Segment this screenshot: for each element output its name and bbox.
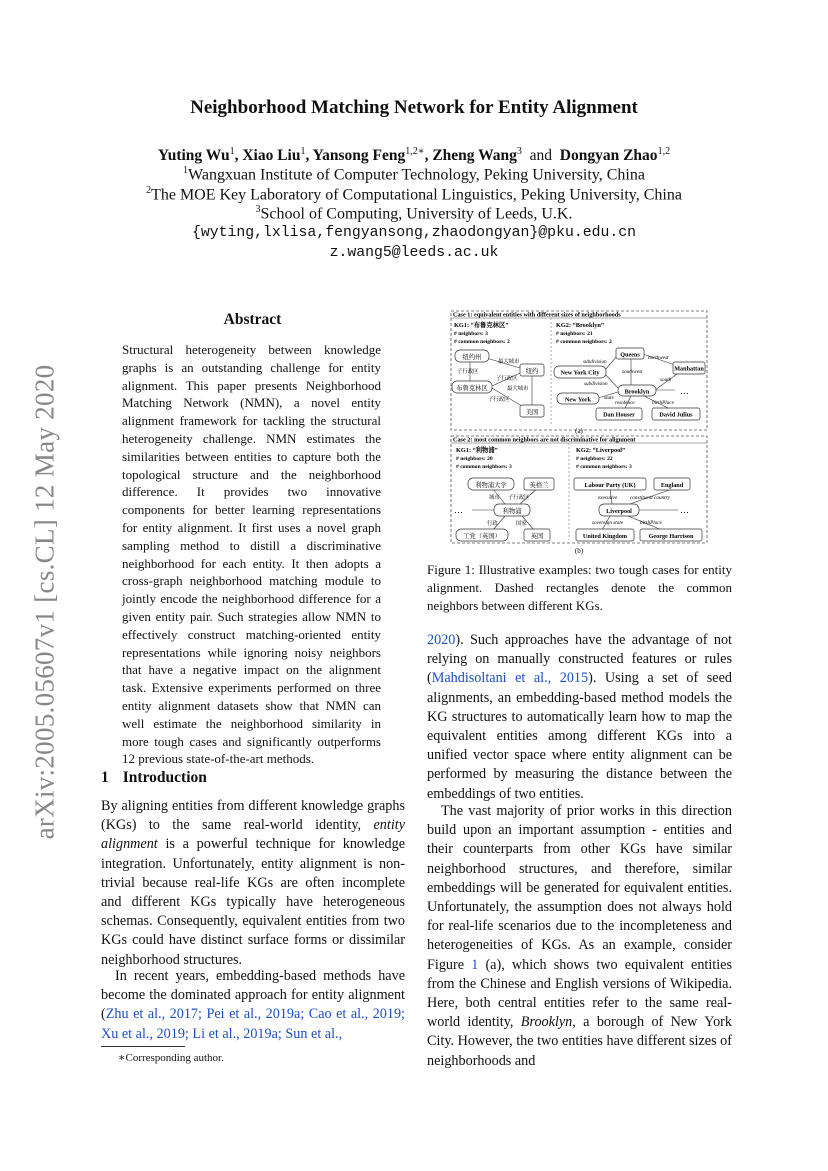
node-label: 纽约州 xyxy=(462,354,482,361)
case1-title: Case 1: equivalent entities with different sizes of neighborhoods xyxy=(453,311,621,319)
intro-paragraph-4 xyxy=(427,802,732,1071)
edge-label: 最大城市 xyxy=(498,359,520,365)
affiliation xyxy=(0,185,828,204)
case1-kg2-common: # common neighbors: 2 xyxy=(556,339,612,345)
edge-label: executive xyxy=(598,495,618,501)
node-label: 英国 xyxy=(530,533,544,540)
section-title: Introduction xyxy=(122,769,207,786)
text-run: ). Using a set of seed alignments, an embedding-based method models the KG structures to automatically learn how to map the equivalent entities among different KGs into a unified vector space where entity alignment can be performed by measuring the distance between the embeddings of two entities. xyxy=(427,670,732,802)
node-label: Brooklyn xyxy=(624,388,650,396)
node-label: 利物浦大学 xyxy=(475,482,507,489)
affiliation-sup: 3 xyxy=(255,204,261,215)
case2-kg2-neighbors: # neighbors: 22 xyxy=(576,456,613,462)
case2-kg1-common: # common neighbors: 3 xyxy=(456,464,512,470)
citation-link[interactable]: Zhu et al., 2017; Pei et al., 2019a; Cao et al., 2019; Xu et al., 2019; Li et al., 2019a; Sun et al., xyxy=(101,1006,405,1042)
author-name: Xiao Liu xyxy=(242,147,301,165)
paper-title: Neighborhood Matching Network for Entity Alignment xyxy=(190,97,638,118)
affiliation-sup: 2 xyxy=(146,185,152,196)
edge-label: 子行政区 xyxy=(488,397,510,403)
abstract-text: Structural heterogeneity between knowledge graphs is an outstanding challenge for entity alignment. This paper presents Neighborhood Matching Network (NMN), a novel entity alignment framework for tackling the structural heterogeneity challenge. NMN estimates the similarities between entities to capture both the topological structure and the neighborhood difference. It provides two innovative components for better learning representations for entity alignment. It first uses a novel graph sampling method to distill a discriminative neighborhood for each entity. It then adopts a cross-graph neighborhood matching module to jointly encode the neighborhood difference for a given entity pair. Such strategies allow NMN to effectively construct matching-oriented entity representations while ignoring noisy neighbors that have a negative impact on the alignment task. Extensive experiments performed on three entity alignment datasets show that NMN can well estimate the neighborhood similarity in more tough cases and significantly outperforms 12 previous state-of-the-art methods. xyxy=(122,342,381,767)
author-name: Dongyan Zhao xyxy=(559,147,658,165)
more-neighbors-ellipsis: … xyxy=(680,505,689,515)
edge-label: sovereign state xyxy=(592,520,624,526)
citation-link[interactable]: Mahdisoltani et al., 2015 xyxy=(431,670,589,687)
author-sup: 1 xyxy=(229,146,235,157)
author-separator: , xyxy=(305,147,313,165)
author-sup: 3 xyxy=(516,146,522,157)
email-line: {wyting,lxlisa,fengyansong,zhaodongyan}@pku.edu.cn xyxy=(192,225,636,241)
edge-label: northwest xyxy=(648,355,669,361)
node-label: Manhattan xyxy=(674,365,704,373)
edge-label: 城市 xyxy=(489,495,500,501)
author-list xyxy=(0,146,828,165)
abstract-heading: Abstract xyxy=(223,311,282,328)
figure-1-diagram xyxy=(450,310,708,560)
node-label: 利物浦 xyxy=(502,508,522,515)
edge-label: south xyxy=(660,377,672,383)
case1-kg1-common: # common neighbors: 2 xyxy=(454,339,510,345)
subfigure-label: (a) xyxy=(575,427,583,435)
more-neighbors-ellipsis: … xyxy=(454,505,463,515)
edge-label: 行政 xyxy=(487,521,498,527)
edge-label: subdivision xyxy=(583,359,607,365)
emphasis: Brooklyn xyxy=(520,1014,573,1031)
figure-caption: Figure 1: Illustrative examples: two tough cases for entity alignment. Dashed rectangles denote the common neighbors between different KGs. xyxy=(427,562,732,613)
case2-kg2-common: # common neighbors: 3 xyxy=(576,464,632,470)
text-run: , a borough of New York City. However, the two entities have different sizes of neighborhoods and xyxy=(427,1014,732,1069)
node-label: New York xyxy=(564,396,592,404)
edge-label: residence xyxy=(615,400,635,406)
author-name: Yuting Wu xyxy=(157,147,230,165)
edge-label: state xyxy=(604,395,614,401)
author-name: Yansong Feng xyxy=(312,147,406,165)
affiliation-text: Wangxuan Institute of Computer Technology, Peking University, China xyxy=(188,166,645,184)
author-sup: 1,2 xyxy=(657,146,671,157)
affiliation xyxy=(0,165,828,184)
case2-kg1-neighbors: # neighbors: 20 xyxy=(456,456,493,462)
node-label: Liverpool xyxy=(606,508,632,515)
case1-kg2-title: KG2: “Brooklyn” xyxy=(556,322,604,329)
edge-label: constituent country xyxy=(630,495,670,501)
footnote: ∗Corresponding author. xyxy=(118,1052,224,1064)
author-sup: 1,2∗ xyxy=(405,146,425,157)
node-label: New York City xyxy=(560,369,600,377)
affiliation-sup: 1 xyxy=(183,165,189,176)
edge-label: 子行政区 xyxy=(457,369,479,375)
node-label: 英格兰 xyxy=(529,482,549,489)
case2-kg1-title: KG1: “利物浦” xyxy=(456,447,498,454)
node-label: Dan Houser xyxy=(603,411,635,419)
affiliation-text: School of Computing, University of Leeds, U.K. xyxy=(260,205,573,223)
section-number: 1 xyxy=(101,769,109,786)
case2-title: Case 2: most common neighbors are not discriminative for alignment xyxy=(453,436,636,444)
edge-label: 子行政区 xyxy=(508,495,530,501)
intro-paragraph-2 xyxy=(101,967,405,1044)
node-label: 工党（英国） xyxy=(463,533,501,540)
edge-label: southwest xyxy=(622,369,643,375)
affiliation-text: The MOE Key Laboratory of Computational Linguistics, Peking University, China xyxy=(151,186,682,204)
case2-kg2-title: KG2: “Liverpool” xyxy=(576,447,626,454)
citation-link[interactable]: 2020 xyxy=(427,632,456,648)
author-sup: 1 xyxy=(300,146,306,157)
text-run: The vast majority of prior works in this direction build upon an important assumption - entities and their counterparts from other KGs have similar neighborhood structures, and therefore, similar embeddings will be generated for equivalent entities. Unfortunately, the assumption does not always hold for real-life scenarios due to the incompleteness and heterogeneities of KGs. As an example, consider Figure xyxy=(427,803,732,973)
node-label: 纽约 xyxy=(525,368,539,375)
arxiv-sidebar xyxy=(27,355,63,850)
section-heading xyxy=(101,769,207,787)
node-label: Labour Party (UK) xyxy=(584,482,636,489)
subfigure-label: (b) xyxy=(574,547,584,555)
edge-label: birthPlace xyxy=(652,400,674,406)
text-run: is a powerful technique for knowledge integration. Unfortunately, entity alignment is non-trivial because real-life KGs are often incomplete and different KGs typically have heterogeneous schemas. Consequently, equivalent entities from two KGs could have distinct surface forms or dissimilar neighborhood structures. xyxy=(101,836,405,968)
node-label: 布鲁克林区 xyxy=(456,385,488,392)
case1-kg1-neighbors: # neighbors: 3 xyxy=(454,331,488,337)
figure-ref-link[interactable]: 1 xyxy=(471,956,479,973)
affiliation xyxy=(0,204,828,223)
edge-label: birthPlace xyxy=(640,520,662,526)
case1-kg1-title: KG1: “布鲁克林区” xyxy=(454,322,509,329)
intro-paragraph-3 xyxy=(427,631,732,804)
text-run: By aligning entities from different knowledge graphs (KGs) to the same real-world identity, xyxy=(101,798,405,834)
edge-label: 子行政区 xyxy=(496,376,518,382)
edge-label: 最大城市 xyxy=(507,386,529,392)
edge-label: subdivision xyxy=(584,381,608,387)
case1-kg2-neighbors: # neighbors: 21 xyxy=(556,331,593,337)
figure-1 xyxy=(450,310,708,560)
text-run: (a), which shows two equivalent entities from the Chinese and English versions of Wikipedia. Here, both central entities refer to the same real-world identity, xyxy=(427,956,732,1031)
email-line: z.wang5@leeds.ac.uk xyxy=(329,245,499,261)
node-label: David Julius xyxy=(659,411,693,419)
emphasis: entity alignment xyxy=(101,817,405,853)
node-label: 美国 xyxy=(525,409,539,416)
author-and: and xyxy=(529,147,553,165)
footnote-rule xyxy=(101,1046,185,1047)
text-run: In recent years, embedding-based methods have become the dominated approach for entity alignment ( xyxy=(101,968,405,1023)
edge-label: 国家 xyxy=(516,521,527,527)
author-separator: , xyxy=(424,147,433,165)
author-name: Zheng Wang xyxy=(432,147,517,165)
author-separator: , xyxy=(234,147,243,165)
node-label: George Harrison xyxy=(648,533,694,540)
node-label: United Kingdom xyxy=(582,533,628,540)
text-run: ). Such approaches have the advantage of not relying on manually constructed features or rules ( xyxy=(427,632,732,687)
arxiv-identifier: arXiv:2005.05607v1 [cs.CL] 12 May 2020 xyxy=(29,364,60,840)
more-neighbors-ellipsis: … xyxy=(680,386,689,396)
node-label: Queens xyxy=(620,351,640,359)
node-label: England xyxy=(660,482,684,489)
intro-paragraph-1 xyxy=(101,797,405,970)
